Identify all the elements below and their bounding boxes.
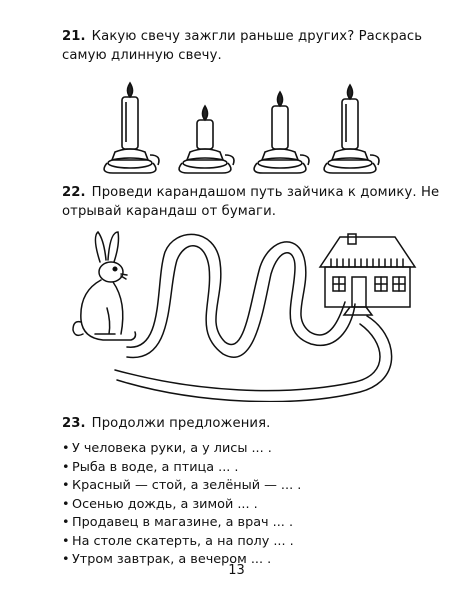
- list-item: • Красный — стой, а зелёный — ... .: [62, 477, 442, 496]
- list-item: • У человека руки, а у лисы ... .: [62, 440, 442, 459]
- house-icon: [320, 234, 415, 315]
- candle-1: [104, 83, 159, 173]
- candles-illustration: [95, 80, 395, 180]
- list-item: • Осенью дождь, а зимой ... .: [62, 496, 442, 515]
- maze-path: [115, 234, 392, 401]
- list-item: • Утром завтрак, а вечером ... .: [62, 551, 442, 570]
- sentence-list: [62, 440, 442, 570]
- task-text: Продолжи предложения.: [91, 416, 271, 431]
- task-21: [62, 27, 442, 65]
- list-item: • Рыба в воде, а птица ... .: [62, 459, 442, 478]
- hare-icon: [73, 232, 136, 340]
- page-number: 13: [228, 563, 245, 578]
- candle-4: [324, 85, 379, 173]
- task-22: [62, 183, 442, 221]
- task-number: 21.: [62, 29, 86, 44]
- list-item: • На столе скатерть, а на полу ... .: [62, 533, 442, 552]
- task-23: [62, 414, 442, 433]
- list-item: • Продавец в магазине, а врач ... .: [62, 514, 442, 533]
- task-number: 23.: [62, 416, 86, 431]
- candle-3: [254, 92, 309, 173]
- task-number: 22.: [62, 185, 86, 200]
- maze-illustration: [55, 222, 425, 402]
- task-text: Проведи карандашом путь зайчика к домику. Не отрывай карандаш от бумаги.: [62, 185, 440, 219]
- task-text: Какую свечу зажгли раньше других? Раскрась самую длинную свечу.: [62, 29, 423, 63]
- candle-2: [179, 106, 234, 173]
